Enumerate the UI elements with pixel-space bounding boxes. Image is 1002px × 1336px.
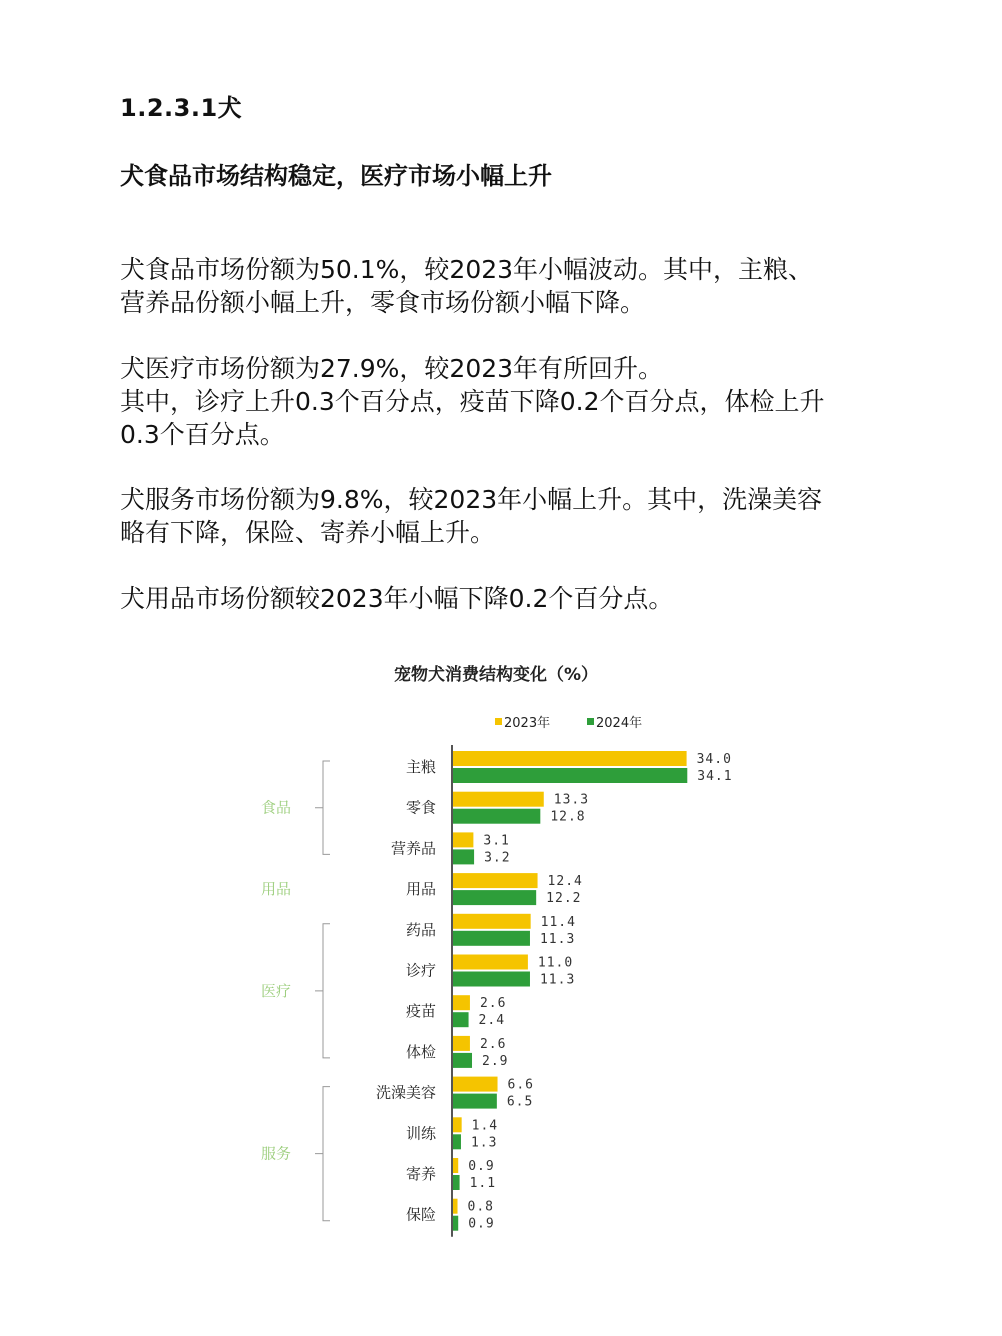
- category-groups: [261, 761, 330, 1221]
- legend-label-2024: 2024年: [596, 716, 643, 731]
- data-label: 1.4: [471, 1118, 499, 1134]
- bar-2023: [452, 1117, 462, 1132]
- data-label: 2.6: [479, 996, 507, 1012]
- bar-2024: [452, 1134, 461, 1149]
- data-label: 12.2: [546, 891, 582, 907]
- category-label: 药品: [405, 920, 436, 939]
- group-label: 服务: [260, 1144, 292, 1163]
- bar-2023: [452, 955, 528, 970]
- legend-swatch-2024: [587, 718, 594, 725]
- paragraph-service: [120, 483, 900, 549]
- category-label: 营养品: [390, 839, 436, 858]
- data-label: 34.1: [697, 769, 733, 784]
- category-label: 诊疗: [405, 961, 436, 980]
- data-label: 34.0: [696, 752, 732, 767]
- group-label: 食品: [260, 798, 292, 817]
- group-label: 用品: [260, 880, 292, 899]
- bar-2023: [452, 995, 470, 1010]
- data-label: 2.4: [478, 1013, 506, 1029]
- section-number: 1.2.3.1犬: [120, 94, 243, 122]
- section-headline: 犬食品市场结构稳定，医疗市场小幅上升: [120, 162, 552, 190]
- group-label: 医疗: [260, 981, 292, 1000]
- category-label: 主粮: [405, 758, 436, 776]
- paragraph-supplies: [120, 582, 900, 615]
- bar-2023: [452, 914, 531, 929]
- data-label: 0.9: [468, 1216, 495, 1232]
- group-bracket: [315, 1087, 330, 1221]
- data-label: 11.0: [537, 955, 574, 971]
- data-label: 6.6: [507, 1077, 535, 1093]
- category-label: 零食: [405, 798, 436, 817]
- data-label: 2.9: [482, 1053, 509, 1069]
- paragraph-food: [120, 253, 900, 319]
- paragraph-line: 0.3个百分点。: [120, 420, 285, 449]
- data-label: 2.6: [479, 1036, 507, 1052]
- legend-label-2023: 2023年: [504, 716, 551, 731]
- bar-2024: [452, 972, 530, 987]
- bar-2023: [452, 1036, 470, 1051]
- data-label: 12.8: [550, 809, 586, 825]
- category-label: 用品: [405, 880, 436, 899]
- bar-2024: [452, 849, 474, 864]
- paragraph-line: 营养品份额小幅上升，零食市场份额小幅下降。: [120, 288, 646, 317]
- data-label: 12.4: [547, 874, 583, 890]
- bar-2024: [452, 768, 687, 783]
- data-label: 1.3: [470, 1135, 498, 1151]
- paragraph-line: 犬食品市场份额为50.1%，较2023年小幅波动。其中，主粮、: [120, 255, 814, 284]
- data-label: 11.3: [539, 931, 576, 947]
- data-label: 3.1: [483, 833, 510, 849]
- category-label: 体检: [405, 1042, 436, 1061]
- category-label: 保险: [405, 1205, 436, 1224]
- bar-2023: [452, 1077, 498, 1092]
- legend-swatch-2023: [495, 718, 502, 725]
- data-label: 11.3: [539, 972, 576, 988]
- category-label: 训练: [405, 1124, 436, 1143]
- group-bracket: [315, 761, 330, 854]
- paragraph-line: 犬用品市场份额较2023年小幅下降0.2个百分点。: [120, 584, 674, 613]
- bar-2023: [452, 832, 473, 847]
- bar-2024: [452, 809, 540, 824]
- bar-2024: [452, 890, 536, 905]
- paragraph-line: 犬服务市场份额为9.8%，较2023年小幅上升。其中，洗澡美容: [120, 485, 823, 514]
- chart-title: 宠物犬消费结构变化（%）: [393, 665, 599, 685]
- paragraph-line: 其中，诊疗上升0.3个百分点，疫苗下降0.2个百分点，体检上升: [120, 387, 825, 416]
- bar-2023: [452, 792, 544, 807]
- chart-legend: [495, 715, 642, 731]
- paragraph-line: 略有下降，保险、寄养小幅上升。: [120, 518, 496, 547]
- bar-2024: [452, 1175, 460, 1190]
- category-label: 洗澡美容: [375, 1083, 436, 1102]
- data-label: 13.3: [553, 792, 590, 808]
- data-label: 0.8: [467, 1199, 495, 1215]
- bar-2024: [452, 1053, 472, 1068]
- paragraph-line: 犬医疗市场份额为27.9%，较2023年有所回升。: [120, 354, 664, 383]
- data-label: 1.1: [469, 1176, 497, 1191]
- group-bracket: [315, 924, 330, 1058]
- data-label: 11.4: [540, 914, 576, 930]
- category-label: 疫苗: [405, 1002, 436, 1021]
- consumption-structure-chart: [0, 640, 1002, 1250]
- data-label: 0.9: [468, 1159, 495, 1174]
- bar-2023: [452, 751, 687, 766]
- bar-2024: [452, 1012, 469, 1027]
- category-label: 寄养: [405, 1165, 436, 1183]
- data-label: 6.5: [506, 1094, 534, 1110]
- bar-2024: [452, 1094, 497, 1109]
- bar-2024: [452, 931, 530, 946]
- bar-2023: [452, 873, 538, 888]
- paragraph-medical: [120, 352, 900, 451]
- bar-series: [376, 751, 733, 1232]
- data-label: 3.2: [484, 850, 511, 866]
